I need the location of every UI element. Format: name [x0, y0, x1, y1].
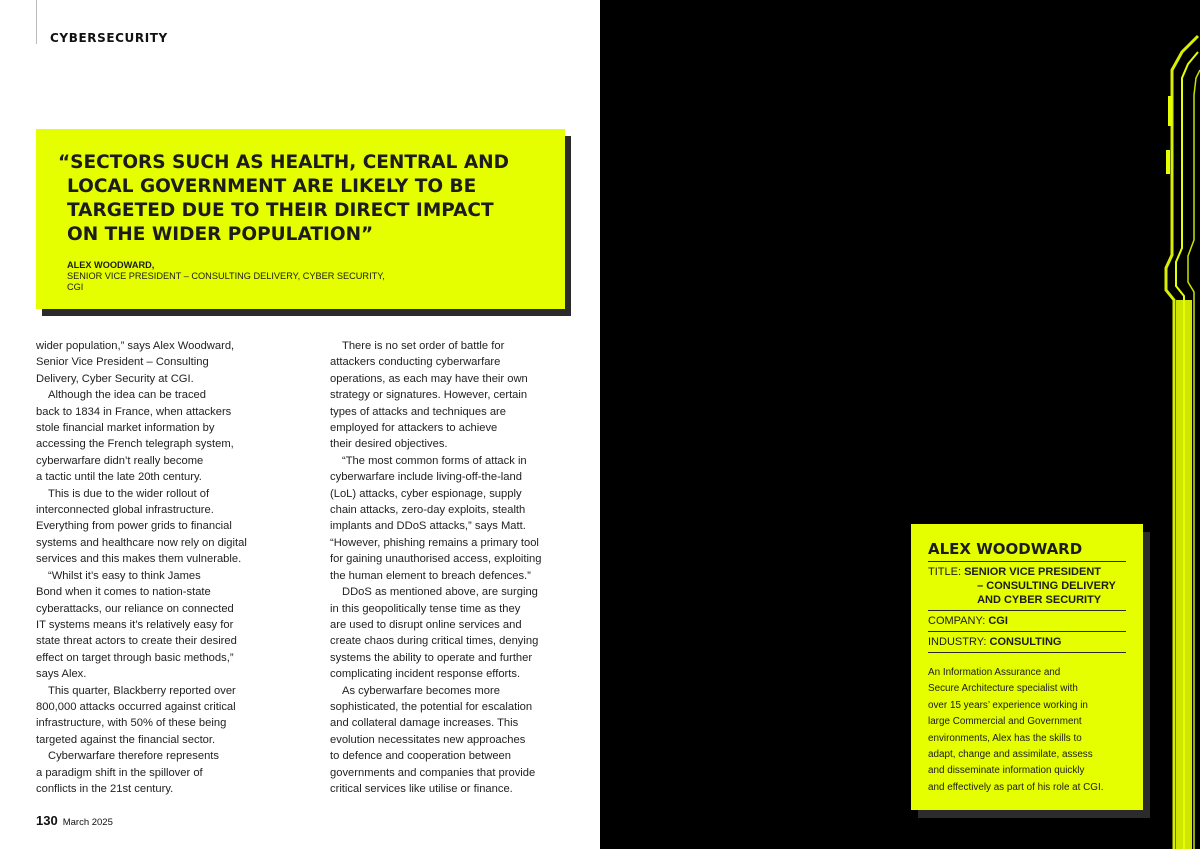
profile-name: ALEX WOODWARD — [928, 540, 1083, 558]
attribution-title: SENIOR VICE PRESIDENT – CONSULTING DELIVERY, CYBER SECURITY, — [67, 271, 385, 281]
body-line: stole financial market information by — [36, 422, 215, 435]
body-line: DDoS as mentioned above, are surging — [342, 586, 538, 599]
bio-line: and disseminate information quickly — [928, 765, 1085, 777]
body-line: Everything from power grids to financial — [36, 520, 232, 533]
neon-circuit-border-icon — [1160, 0, 1200, 849]
body-line: chain attacks, zero-day exploits, stealth — [330, 504, 526, 517]
divider — [928, 610, 1126, 611]
title-label: TITLE: — [928, 566, 962, 578]
body-line: cyberwarfare include living-off-the-land — [330, 471, 522, 484]
right-page — [600, 0, 1200, 849]
divider — [928, 631, 1126, 632]
body-line: create chaos during critical times, denying — [330, 635, 539, 648]
divider — [928, 652, 1126, 653]
body-line: targeted against the financial sector. — [36, 733, 216, 746]
profile-industry-field — [928, 635, 1061, 649]
body-line: evolution necessitates new approaches — [330, 733, 526, 746]
body-line: complicating incident response efforts. — [330, 668, 521, 681]
body-line: employed for attackers to achieve — [330, 422, 498, 435]
body-line: systems the ability to operate and further — [330, 651, 533, 664]
section-label: CYBERSECURITY — [50, 31, 168, 45]
body-line: 800,000 attacks occurred against critical — [36, 700, 236, 713]
body-line: (LoL) attacks, cyber espionage, supply — [330, 487, 522, 500]
body-line: says Alex. — [36, 668, 87, 681]
body-line: services and this makes them vulnerable. — [36, 553, 242, 566]
industry-label: INDUSTRY: — [928, 636, 987, 648]
bio-line: and effectively as part of his role at CGI. — [928, 781, 1104, 793]
body-line: for gaining unauthorised access, exploiting — [330, 553, 542, 566]
pullquote-box — [36, 129, 565, 309]
body-line: governments and companies that provide — [330, 766, 536, 779]
pullquote-line: TARGETED DUE TO THEIR DIRECT IMPACT — [67, 200, 494, 221]
header-rule — [36, 0, 37, 44]
body-line: cyberattacks, our reliance on connected — [36, 602, 234, 615]
body-line: Cyberwarfare therefore represents — [48, 750, 219, 763]
body-line: sophisticated, the potential for escalation — [330, 700, 533, 713]
body-line: conflicts in the 21st century. — [36, 782, 174, 795]
body-line: interconnected global infrastructure. — [36, 504, 214, 517]
body-line: As cyberwarfare becomes more — [342, 684, 500, 697]
body-column-2 — [330, 338, 580, 797]
body-line: critical services like utilise or finance. — [330, 782, 513, 795]
pullquote-text — [58, 151, 538, 247]
body-line: the human element to breach defences.” — [330, 569, 531, 582]
pullquote-line: ON THE WIDER POPULATION” — [67, 224, 374, 245]
bio-line: large Commercial and Government — [928, 716, 1082, 728]
divider — [928, 561, 1126, 562]
profile-company-field — [928, 614, 1008, 628]
body-line: accessing the French telegraph system, — [36, 438, 234, 451]
company-value: CGI — [988, 615, 1008, 627]
body-line: and collateral damage increases. This — [330, 717, 519, 730]
body-line: back to 1834 in France, when attackers — [36, 405, 232, 418]
body-line: Delivery, Cyber Security at CGI. — [36, 372, 194, 385]
body-line: “However, phishing remains a primary tool — [330, 536, 539, 549]
body-line: This is due to the wider rollout of — [48, 487, 210, 500]
bio-line: An Information Assurance and — [928, 667, 1061, 678]
body-line: wider population,” says Alex Woodward, — [36, 340, 235, 352]
body-line: effect on target through basic methods,” — [36, 651, 234, 664]
body-line: in this geopolitically tense time as they — [330, 602, 521, 615]
body-line: to defence and cooperation between — [330, 750, 512, 763]
body-line: systems and healthcare now rely on digital — [36, 536, 247, 549]
body-line: operations, as each may have their own — [330, 372, 528, 385]
pullquote-line: “SECTORS SUCH AS HEALTH, CENTRAL AND — [58, 152, 509, 173]
profile-title-field — [928, 565, 1116, 607]
body-line: implants and DDoS attacks,” says Matt. — [330, 520, 526, 533]
page-footer — [36, 813, 113, 828]
body-line: cyberwarfare didn’t really become — [36, 454, 204, 467]
issue-date: March 2025 — [62, 817, 113, 828]
pullquote-attribution — [67, 260, 385, 293]
title-value: SENIOR VICE PRESIDENT — [964, 566, 1101, 578]
body-line: strategy or signatures. However, certain — [330, 389, 528, 402]
body-line: This quarter, Blackberry reported over — [48, 684, 236, 697]
body-line: a paradigm shift in the spillover of — [36, 766, 203, 779]
company-label: COMPANY: — [928, 615, 986, 627]
body-line: a tactic until the late 20th century. — [36, 471, 202, 484]
body-line: Bond when it comes to nation-state — [36, 586, 211, 599]
industry-value: CONSULTING — [989, 636, 1062, 648]
body-line: Although the idea can be traced — [48, 389, 206, 402]
body-line: state threat actors to create their desired — [36, 635, 237, 648]
title-value: AND CYBER SECURITY — [977, 594, 1102, 606]
body-line: Senior Vice President – Consulting — [36, 356, 209, 369]
page-number: 130 — [36, 813, 58, 828]
bio-line: adapt, change and assimilate, assess — [928, 749, 1093, 761]
attribution-name: ALEX WOODWARD, — [67, 260, 155, 270]
body-column-1 — [36, 338, 286, 797]
body-line: “The most common forms of attack in — [342, 454, 527, 467]
body-line: There is no set order of battle for — [342, 340, 505, 352]
bio-line: environments, Alex has the skills to — [928, 732, 1082, 744]
body-line: “Whilst it’s easy to think James — [48, 569, 201, 582]
profile-card — [911, 524, 1143, 810]
body-line: IT systems means it’s relatively easy for — [36, 618, 234, 631]
profile-bio — [928, 665, 1103, 796]
bio-line: Secure Architecture specialist with — [928, 683, 1078, 695]
pullquote-line: LOCAL GOVERNMENT ARE LIKELY TO BE — [67, 176, 477, 197]
title-value: – CONSULTING DELIVERY — [977, 580, 1116, 592]
body-line: infrastructure, with 50% of these being — [36, 717, 227, 730]
body-line: attackers conducting cyberwarfare — [330, 356, 501, 369]
body-line: types of attacks and techniques are — [330, 405, 507, 418]
attribution-title: CGI — [67, 282, 84, 292]
body-line: their desired objectives. — [330, 438, 448, 451]
bio-line: over 15 years’ experience working in — [928, 699, 1088, 711]
body-line: are used to disrupt online services and — [330, 618, 522, 631]
